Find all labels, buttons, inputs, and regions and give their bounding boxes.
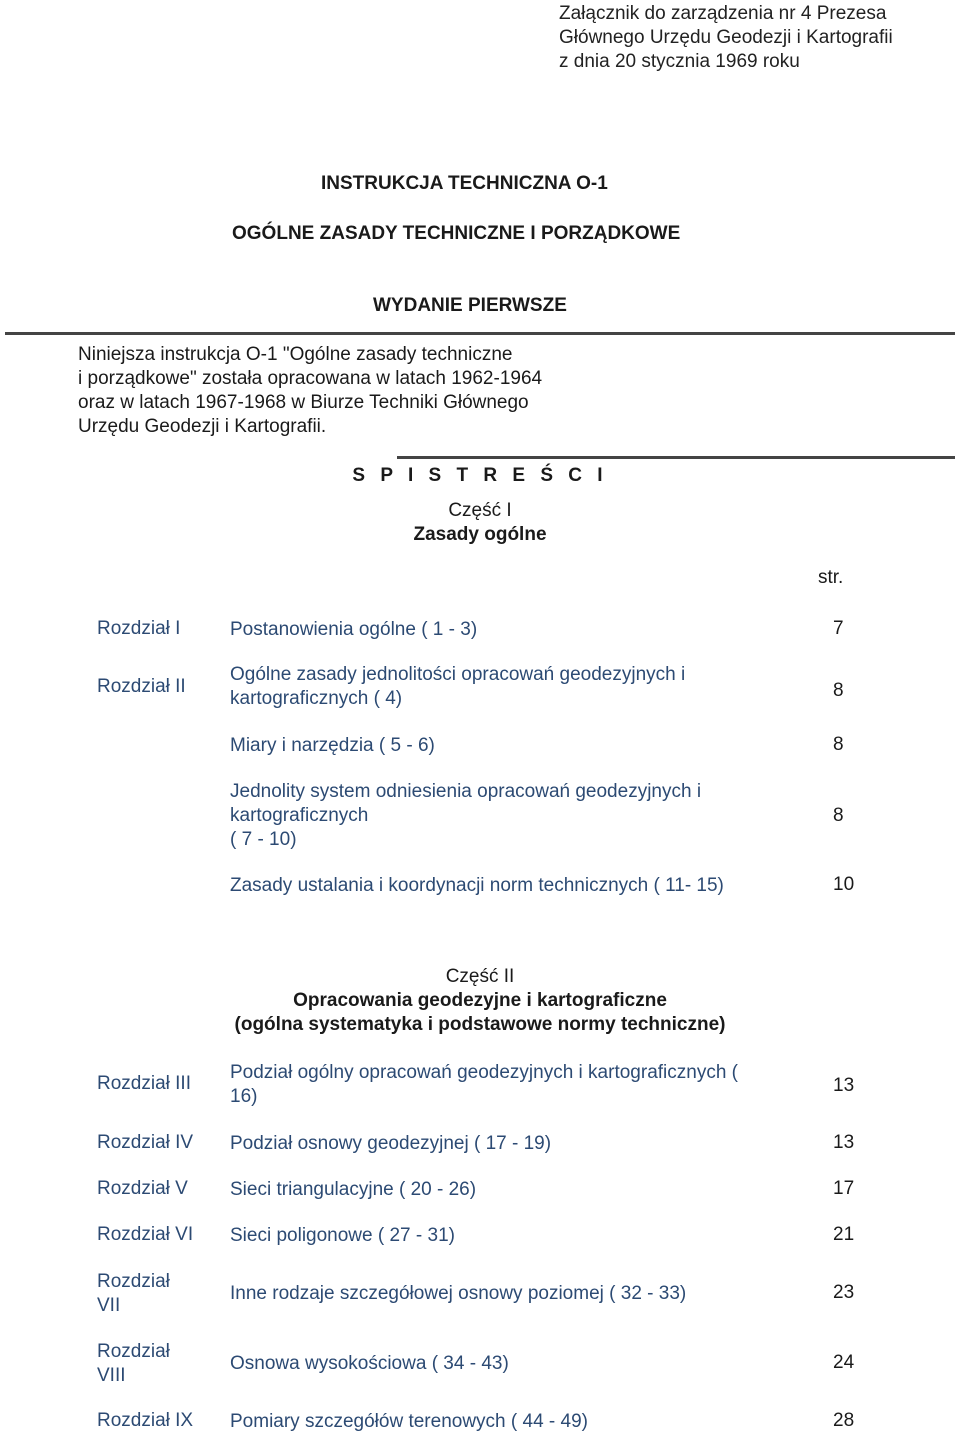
- toc-chapter[interactable]: [97, 1270, 217, 1318]
- toc-heading: S P I S T R E Ś C I: [352, 465, 608, 486]
- toc-page-number: 28: [833, 1410, 855, 1431]
- annex-line: Załącznik do zarządzenia nr 4 Prezesa: [559, 3, 887, 24]
- toc-page-number: 21: [833, 1224, 855, 1245]
- toc-entry-title[interactable]: Postanowienia ogólne ( 1 - 3): [230, 619, 478, 640]
- document-subtitle: OGÓLNE ZASADY TECHNICZNE I PORZĄDKOWE: [232, 223, 681, 244]
- toc-entry-line: 16): [230, 1086, 258, 1107]
- annex-line: Głównego Urzędu Geodezji i Kartografii: [559, 27, 893, 48]
- intro-paragraph: [78, 343, 542, 439]
- toc-chapter[interactable]: [97, 1340, 217, 1388]
- intro-line: Urzędu Geodezji i Kartografii.: [78, 416, 327, 437]
- toc-entry-line: kartograficznych ( 4): [230, 688, 403, 709]
- toc-chapter[interactable]: Rozdział V: [97, 1178, 188, 1199]
- intro-line: i porządkowe" została opracowana w latach 1962-1964: [78, 368, 543, 389]
- toc-chapter-line: Rozdział: [97, 1341, 170, 1362]
- part-title: Opracowania geodezyjne i kartograficzne: [293, 990, 667, 1011]
- toc-entry-title[interactable]: Zasady ustalania i koordynacji norm technicznych ( 11- 15): [230, 875, 724, 896]
- toc-page-number: 10: [833, 874, 855, 895]
- toc-page-number: 8: [833, 805, 844, 826]
- intro-line: Niniejsza instrukcja O-1 "Ogólne zasady techniczne: [78, 344, 513, 365]
- part-subtitle: (ogólna systematyka i podstawowe normy techniczne): [234, 1014, 726, 1035]
- toc-entry-line: ( 7 - 10): [230, 829, 297, 850]
- divider-line: [5, 332, 955, 335]
- toc-chapter-line: VIII: [97, 1365, 126, 1386]
- edition-label: WYDANIE PIERWSZE: [373, 295, 567, 316]
- toc-page-number: 13: [833, 1075, 855, 1096]
- toc-entry-title[interactable]: [230, 1061, 738, 1109]
- toc-chapter[interactable]: Rozdział IV: [97, 1132, 194, 1153]
- toc-page-number: 13: [833, 1132, 855, 1153]
- annex-line: z dnia 20 stycznia 1969 roku: [559, 51, 800, 72]
- part-label: Część I: [448, 500, 512, 521]
- toc-page-number: 23: [833, 1282, 855, 1303]
- part-title: Zasady ogólne: [413, 524, 547, 545]
- page-column-label: str.: [818, 567, 844, 588]
- toc-entry-line: Jednolity system odniesienia opracowań geodezyjnych i: [230, 781, 702, 802]
- toc-chapter[interactable]: Rozdział IX: [97, 1410, 194, 1431]
- toc-chapter-line: VII: [97, 1295, 121, 1316]
- toc-chapter[interactable]: Rozdział I: [97, 618, 181, 639]
- part-label: Część II: [445, 966, 515, 987]
- toc-chapter[interactable]: Rozdział II: [97, 676, 186, 697]
- toc-page-number: 24: [833, 1352, 855, 1373]
- document-title: INSTRUKCJA TECHNICZNA O-1: [321, 173, 608, 194]
- toc-page-number: 17: [833, 1178, 855, 1199]
- toc-entry-line: Ogólne zasady jednolitości opracowań geodezyjnych i: [230, 664, 686, 685]
- toc-entry-line: kartograficznych: [230, 805, 369, 826]
- toc-entry-title[interactable]: Sieci poligonowe ( 27 - 31): [230, 1225, 455, 1246]
- toc-entry-line: Podział ogólny opracowań geodezyjnych i kartograficznych (: [230, 1062, 738, 1083]
- toc-chapter[interactable]: Rozdział III: [97, 1073, 191, 1094]
- toc-entry-title[interactable]: Inne rodzaje szczegółowej osnowy poziomej ( 32 - 33): [230, 1283, 687, 1304]
- toc-page-number: 8: [833, 680, 844, 701]
- toc-chapter[interactable]: Rozdział VI: [97, 1224, 194, 1245]
- toc-entry-title[interactable]: Sieci triangulacyjne ( 20 - 26): [230, 1179, 477, 1200]
- toc-entry-title[interactable]: Podział osnowy geodezyjnej ( 17 - 19): [230, 1133, 552, 1154]
- annex-note: [559, 2, 939, 74]
- divider-line: [397, 456, 955, 459]
- toc-entry-title[interactable]: [230, 780, 701, 852]
- toc-entry-title[interactable]: [230, 663, 685, 711]
- toc-page-number: 8: [833, 734, 844, 755]
- intro-line: oraz w latach 1967-1968 w Biurze Techniki Głównego: [78, 392, 529, 413]
- toc-entry-title[interactable]: Pomiary szczegółów terenowych ( 44 - 49): [230, 1411, 588, 1432]
- toc-entry-title[interactable]: Osnowa wysokościowa ( 34 - 43): [230, 1353, 509, 1374]
- toc-page-number: 7: [833, 618, 844, 639]
- toc-entry-title[interactable]: Miary i narzędzia ( 5 - 6): [230, 735, 435, 756]
- toc-chapter-line: Rozdział: [97, 1271, 170, 1292]
